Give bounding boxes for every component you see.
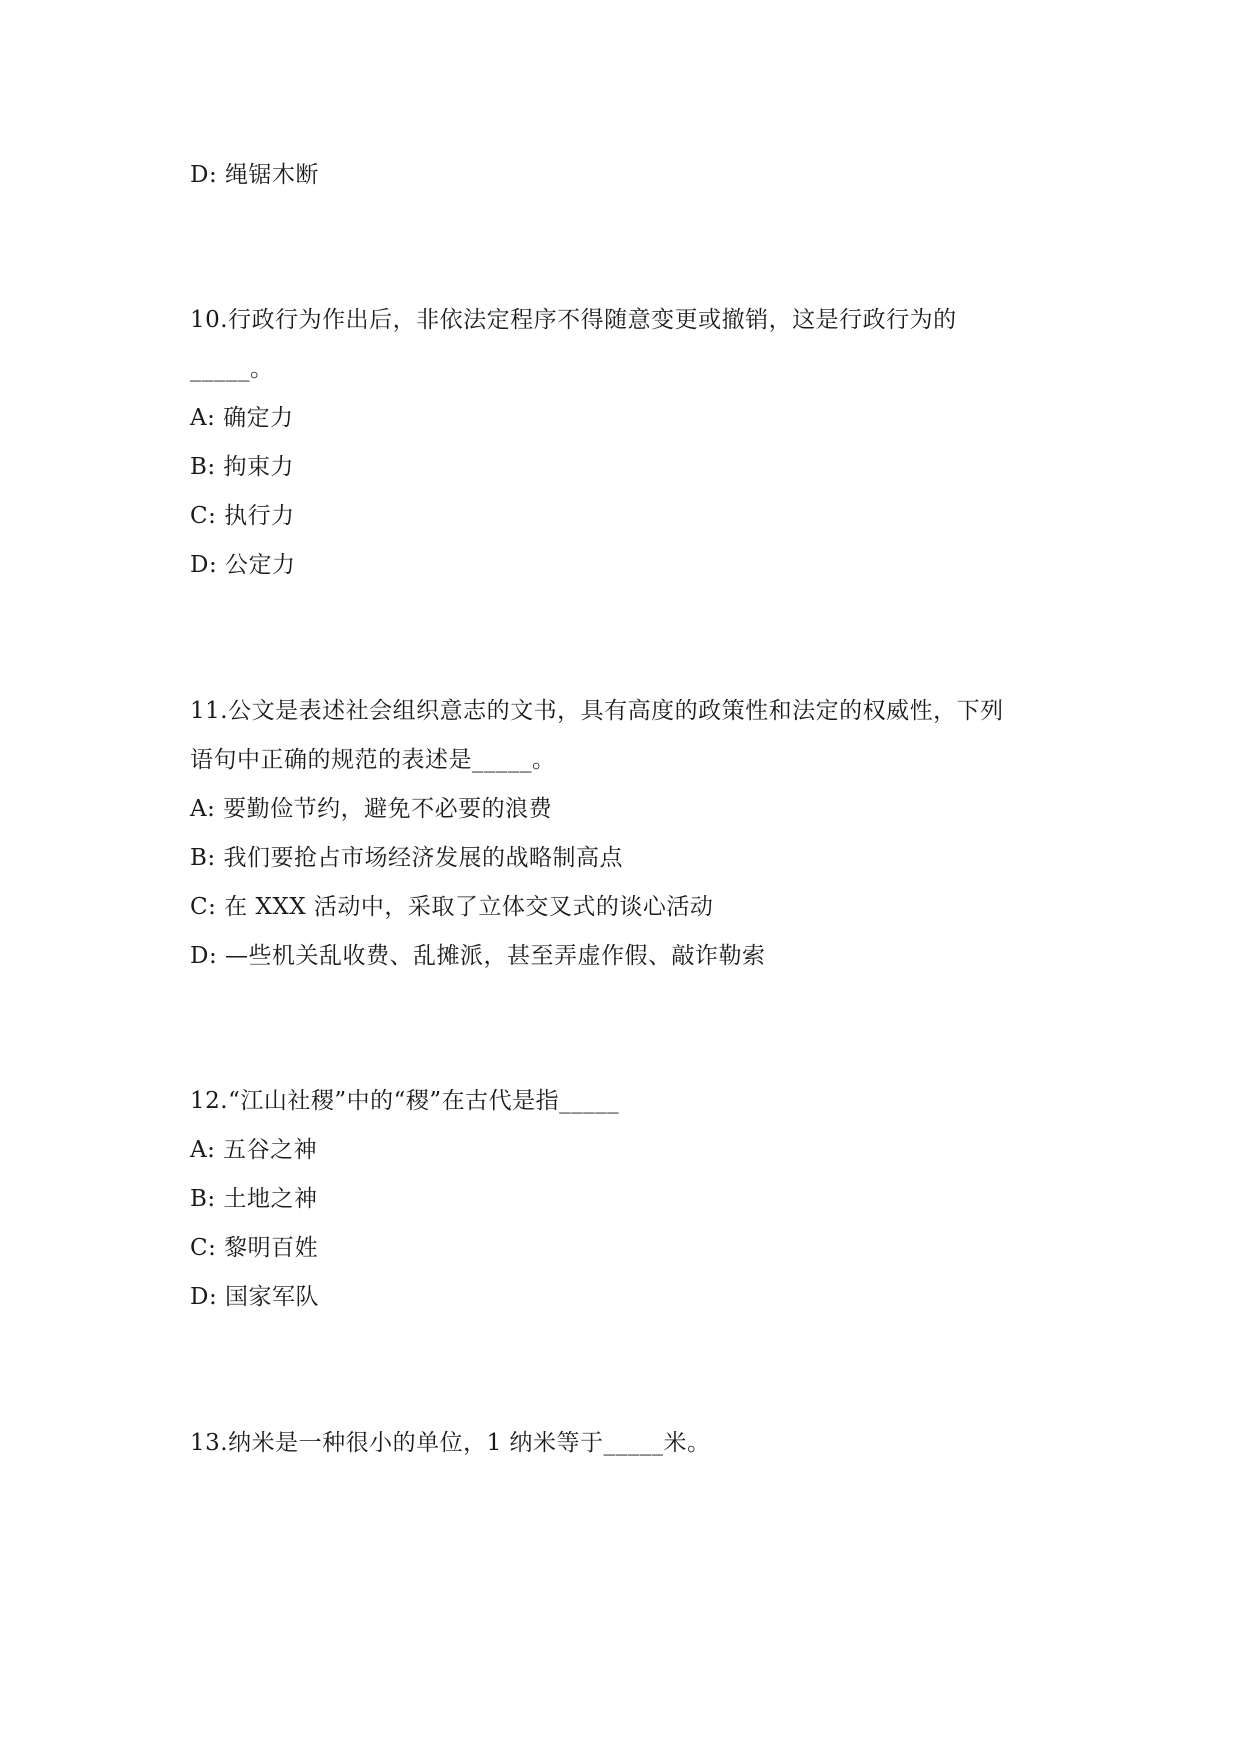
question-10-stem-line-2: _____。	[190, 356, 274, 382]
question-10-stem-line-1: 10.行政行为作出后，非依法定程序不得随意变更或撤销，这是行政行为的	[190, 307, 957, 333]
question-11-option-b: B: 我们要抢占市场经济发展的战略制高点	[190, 845, 623, 871]
question-12-option-d: D: 国家军队	[190, 1284, 320, 1310]
question-12-option-c: C: 黎明百姓	[190, 1235, 319, 1261]
question-11-stem-line-2: 语句中正确的规范的表述是_____。	[190, 747, 556, 773]
question-10-option-b: B: 拘束力	[190, 454, 294, 480]
question-12-option-b: B: 土地之神	[190, 1186, 318, 1212]
question-10-option-c: C: 执行力	[190, 503, 295, 529]
question-12-stem-line-1: 12.“江山社稷”中的“稷”在古代是指_____	[190, 1088, 620, 1114]
question-13-stem-line-1: 13.纳米是一种很小的单位，1 纳米等于_____米。	[190, 1430, 711, 1456]
question-10-option-a: A: 确定力	[190, 405, 294, 431]
prev-question-option-d: D: 绳锯木断	[190, 162, 320, 188]
question-11-option-d: D: —些机关乱收费、乱摊派，甚至弄虚作假、敲诈勒索	[190, 943, 766, 969]
question-11-option-c: C: 在 XXX 活动中，采取了立体交叉式的谈心活动	[190, 894, 714, 920]
question-10-option-d: D: 公定力	[190, 552, 296, 578]
question-11-stem-line-1: 11.公文是表述社会组织意志的文书，具有高度的政策性和法定的权威性，下列	[190, 698, 1004, 724]
question-11-option-a: A: 要勤俭节约，避免不必要的浪费	[190, 796, 553, 822]
question-12-option-a: A: 五谷之神	[190, 1137, 318, 1163]
